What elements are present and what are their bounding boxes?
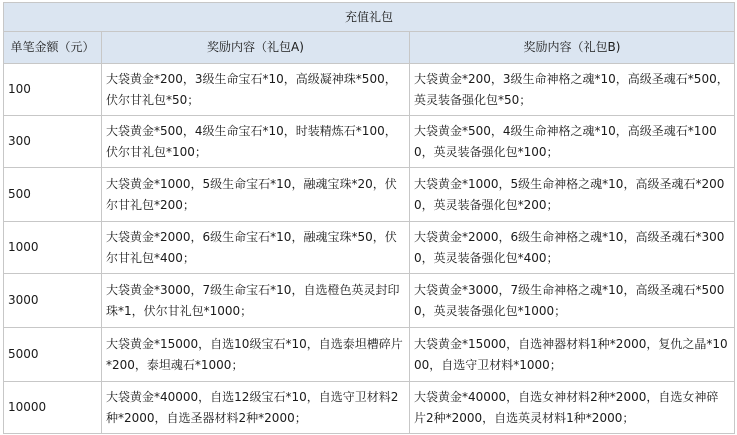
reward-a-cell: 大袋黄金*2000，6级生命宝石*10，融魂宝珠*50，伏尔甘礼包*400； (102, 222, 410, 274)
table-row (4, 116, 735, 168)
amount-cell: 1000 (4, 222, 102, 274)
table-title: 充值礼包 (4, 3, 735, 32)
amount-cell: 3000 (4, 274, 102, 328)
reward-b-cell: 大袋黄金*2000，6级生命神格之魂*10，高级圣魂石*3000，英灵装备强化包*400； (410, 222, 735, 274)
header-reward-a: 奖励内容（礼包A) (102, 32, 410, 64)
reward-a-cell: 大袋黄金*1000，5级生命宝石*10，融魂宝珠*20，伏尔甘礼包*200； (102, 168, 410, 222)
recharge-gift-table (3, 2, 735, 434)
table-row (4, 222, 735, 274)
reward-b-cell: 大袋黄金*200，3级生命神格之魂*10，高级圣魂石*500，英灵装备强化包*50； (410, 64, 735, 116)
reward-b-cell: 大袋黄金*15000，自选神器材料1种*2000，复仇之晶*1000，自选守卫材料*1000； (410, 328, 735, 382)
header-reward-b: 奖励内容（礼包B) (410, 32, 735, 64)
reward-a-cell: 大袋黄金*200，3级生命宝石*10，高级凝神珠*500，伏尔甘礼包*50； (102, 64, 410, 116)
gift-pack-table-container (3, 2, 734, 434)
title-row (4, 3, 735, 32)
table-row (4, 382, 735, 434)
header-row (4, 32, 735, 64)
reward-a-cell: 大袋黄金*40000，自选12级宝石*10，自选守卫材料2种*2000，自选圣器材料2种*2000； (102, 382, 410, 434)
amount-cell: 10000 (4, 382, 102, 434)
reward-b-cell: 大袋黄金*40000，自选女神材料2种*2000，自选女神碎片2种*2000，自选英灵材料1种*2000； (410, 382, 735, 434)
reward-b-cell: 大袋黄金*500，4级生命神格之魂*10，高级圣魂石*1000，英灵装备强化包*100； (410, 116, 735, 168)
reward-b-cell: 大袋黄金*1000，5级生命神格之魂*10，高级圣魂石*2000，英灵装备强化包*200； (410, 168, 735, 222)
table-row (4, 274, 735, 328)
amount-cell: 300 (4, 116, 102, 168)
amount-cell: 500 (4, 168, 102, 222)
table-row (4, 168, 735, 222)
reward-a-cell: 大袋黄金*3000，7级生命宝石*10，自选橙色英灵封印珠*1，伏尔甘礼包*1000； (102, 274, 410, 328)
amount-cell: 5000 (4, 328, 102, 382)
table-row (4, 64, 735, 116)
header-amount: 单笔金额（元） (4, 32, 102, 64)
reward-a-cell: 大袋黄金*15000，自选10级宝石*10，自选泰坦槽碎片*200，泰坦魂石*1000； (102, 328, 410, 382)
reward-b-cell: 大袋黄金*3000，7级生命神格之魂*10，高级圣魂石*5000，英灵装备强化包*1000； (410, 274, 735, 328)
amount-cell: 100 (4, 64, 102, 116)
table-row (4, 328, 735, 382)
reward-a-cell: 大袋黄金*500，4级生命宝石*10，时装精炼石*100，伏尔甘礼包*100； (102, 116, 410, 168)
